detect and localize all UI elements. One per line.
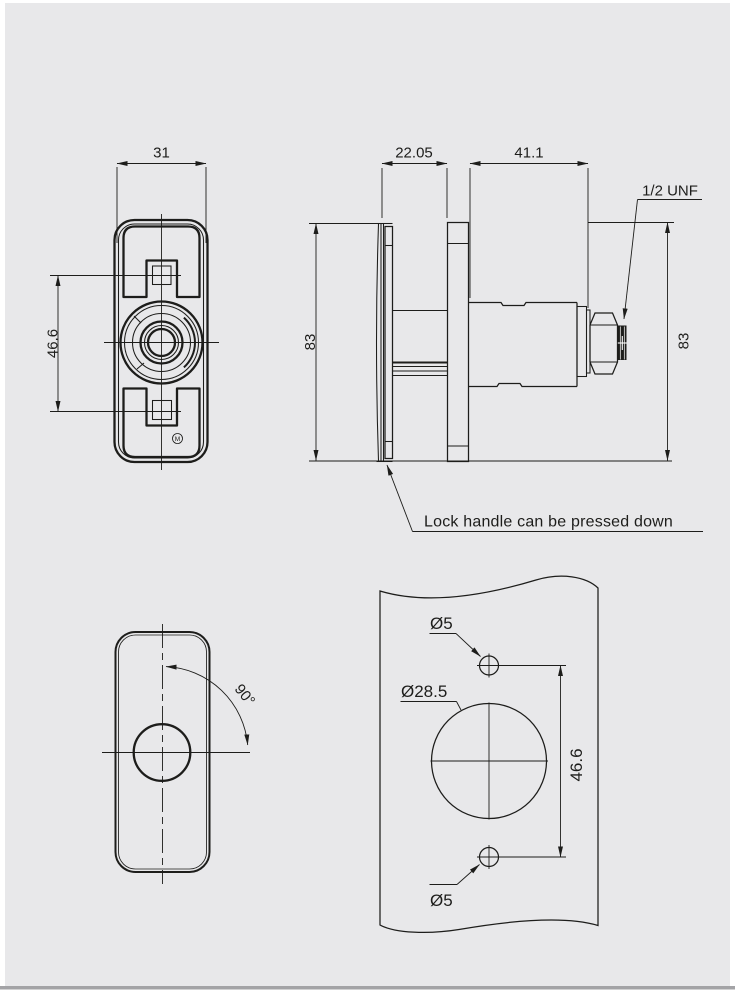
dim-2205-label: 22.05: [395, 144, 433, 162]
dim-466-label: 46.6: [44, 328, 62, 359]
dim-31-label: 31: [153, 144, 170, 162]
dim-cutout-466-label: 46.6: [567, 748, 586, 782]
dim-83r-label: 83: [675, 332, 693, 350]
main-hole-label: Ø28.5: [401, 682, 448, 701]
thread-label: 1/2 UNF: [642, 182, 698, 200]
footer-rule: [0, 986, 735, 990]
dim-83l-label: 83: [302, 333, 319, 351]
canvas-background: [5, 3, 730, 986]
top-hole-label: Ø5: [430, 614, 453, 633]
dim-411-label: 41.1: [514, 144, 544, 162]
maker-mark-letter: M: [174, 436, 181, 443]
rotation-angle-label: 90°: [230, 681, 259, 710]
handle-note: Lock handle can be pressed down: [424, 513, 674, 531]
bottom-hole-label: Ø5: [430, 891, 453, 910]
